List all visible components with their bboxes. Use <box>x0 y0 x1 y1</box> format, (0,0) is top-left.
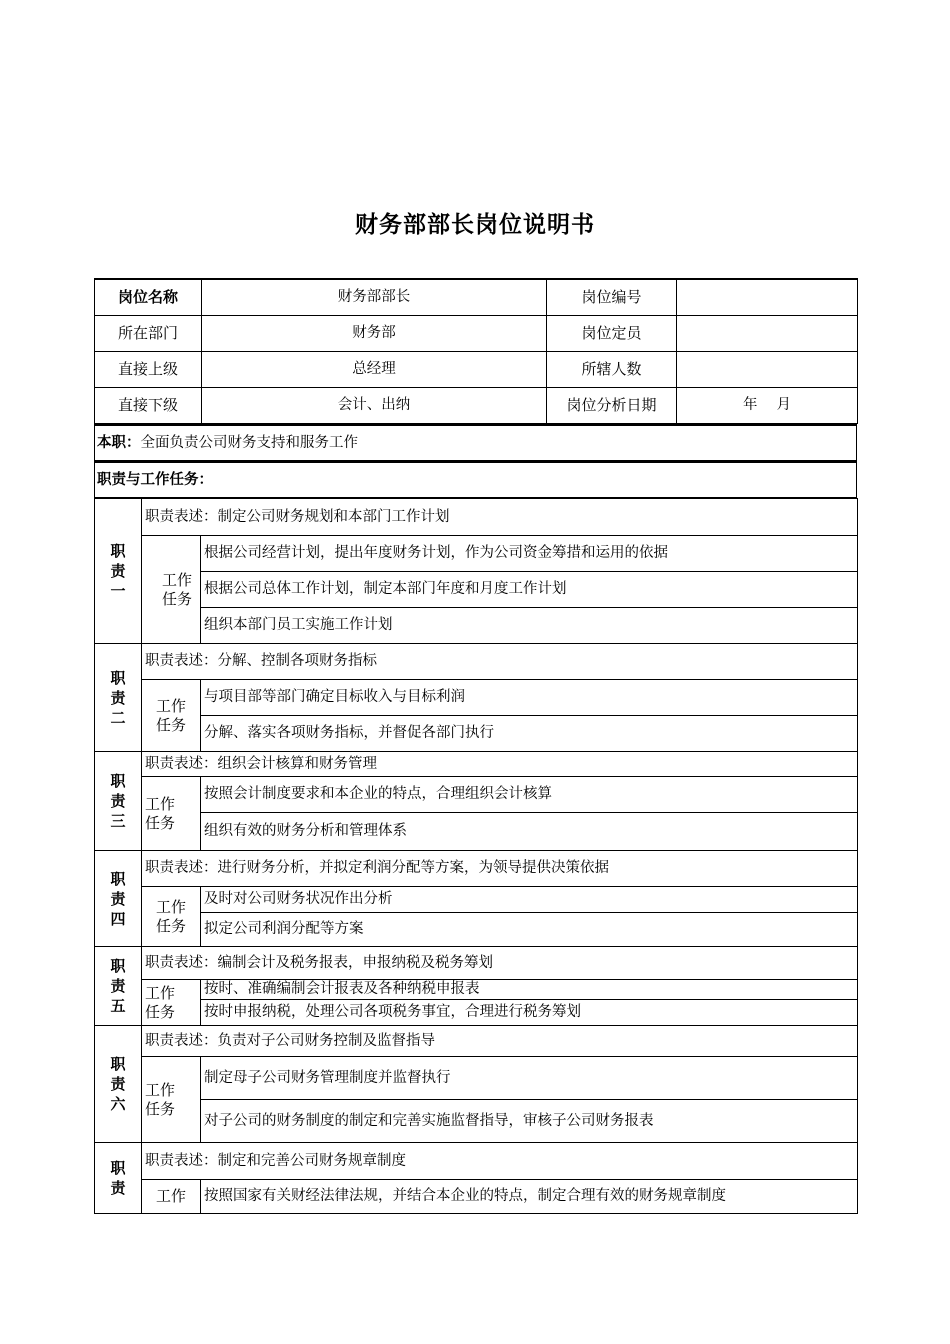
task-item: 按照国家有关财经法律法规，并结合本企业的特点，制定合理有效的财务规章制度 <box>201 1180 858 1214</box>
info-label: 岗位定员 <box>547 316 677 352</box>
duty-desc: 职责表述：分解、控制各项财务指标 <box>142 644 858 680</box>
task-item: 按时、准确编制会计报表及各种纳税申报表 <box>201 980 858 1000</box>
task-item: 对子公司的财务制度的制定和完善实施监督指导，审核子公司财务报表 <box>201 1100 858 1143</box>
info-row <box>95 388 858 424</box>
duty-desc: 职责表述：负责对子公司财务控制及监督指导 <box>142 1026 858 1057</box>
duties-header: 职责与工作任务： <box>95 463 857 498</box>
duty-row <box>95 1143 858 1180</box>
info-label: 直接下级 <box>95 388 202 424</box>
info-label: 所辖人数 <box>547 352 677 388</box>
work-task-label: 工作 任务 <box>142 680 201 752</box>
info-value <box>677 316 858 352</box>
duty-label: 职 责 二 <box>95 644 142 752</box>
info-row <box>95 352 858 388</box>
summary-label: 本职： <box>97 434 141 451</box>
info-label: 直接上级 <box>95 352 202 388</box>
duty-label: 职 责 一 <box>95 499 142 644</box>
duty-label: 职 责 三 <box>95 752 142 851</box>
duty-row <box>95 499 858 536</box>
duty-desc: 职责表述：制定和完善公司财务规章制度 <box>142 1143 858 1180</box>
info-value: 会计、出纳 <box>202 388 547 424</box>
task-item: 组织本部门员工实施工作计划 <box>201 608 858 644</box>
duty-desc: 职责表述：制定公司财务规划和本部门工作计划 <box>142 499 858 536</box>
work-task-label: 工作 任务 <box>142 536 201 644</box>
task-item: 组织有效的财务分析和管理体系 <box>201 813 858 851</box>
info-label: 所在部门 <box>95 316 202 352</box>
duty-label: 职 责 四 <box>95 851 142 947</box>
job-description-table <box>94 278 857 1215</box>
info-row <box>95 316 858 352</box>
duty-row <box>95 1026 858 1057</box>
task-item: 按照会计制度要求和本企业的特点，合理组织会计核算 <box>201 777 858 813</box>
info-label: 岗位分析日期 <box>547 388 677 424</box>
task-item: 与项目部等部门确定目标收入与目标利润 <box>201 680 858 716</box>
info-value: 财务部部长 <box>202 279 547 316</box>
duty-row <box>95 644 858 680</box>
duty-label: 职 责 <box>95 1143 142 1214</box>
info-value <box>677 279 858 316</box>
duty-desc: 职责表述：组织会计核算和财务管理 <box>142 752 858 777</box>
duties-header-table <box>94 462 857 498</box>
info-value: 年 月 <box>677 388 858 424</box>
duties-table <box>94 498 858 1214</box>
duty-row <box>95 947 858 980</box>
task-item: 拟定公司利润分配等方案 <box>201 913 858 947</box>
summary-text: 全面负责公司财务支持和服务工作 <box>140 434 358 451</box>
info-value: 总经理 <box>202 352 547 388</box>
work-task-label: 工作 任务 <box>142 887 201 947</box>
page-title: 财务部部长岗位说明书 <box>355 212 595 238</box>
work-task-label: 工作 <box>142 1180 201 1214</box>
task-item: 根据公司经营计划，提出年度财务计划，作为公司资金筹措和运用的依据 <box>201 536 858 572</box>
summary-row <box>95 425 857 461</box>
info-table <box>94 278 858 424</box>
task-item: 分解、落实各项财务指标，并督促各部门执行 <box>201 716 858 752</box>
duty-desc: 职责表述：编制会计及税务报表，申报纳税及税务筹划 <box>142 947 858 980</box>
duty-row <box>95 851 858 887</box>
info-label: 岗位名称 <box>95 279 202 316</box>
task-item: 制定母子公司财务管理制度并监督执行 <box>201 1057 858 1100</box>
work-task-label: 工作 任务 <box>142 980 201 1026</box>
duty-desc: 职责表述：进行财务分析，并拟定利润分配等方案，为领导提供决策依据 <box>142 851 858 887</box>
info-label: 岗位编号 <box>547 279 677 316</box>
duty-label: 职 责 六 <box>95 1026 142 1143</box>
task-item: 根据公司总体工作计划，制定本部门年度和月度工作计划 <box>201 572 858 608</box>
info-value <box>677 352 858 388</box>
summary-table <box>94 424 857 462</box>
work-task-label: 工作 任务 <box>142 777 201 851</box>
info-row <box>95 279 858 316</box>
duty-row <box>95 752 858 777</box>
task-item: 及时对公司财务状况作出分析 <box>201 887 858 913</box>
task-item: 按时申报纳税，处理公司各项税务事宜，合理进行税务筹划 <box>201 1000 858 1026</box>
duty-label: 职 责 五 <box>95 947 142 1026</box>
work-task-label: 工作 任务 <box>142 1057 201 1143</box>
info-value: 财务部 <box>202 316 547 352</box>
